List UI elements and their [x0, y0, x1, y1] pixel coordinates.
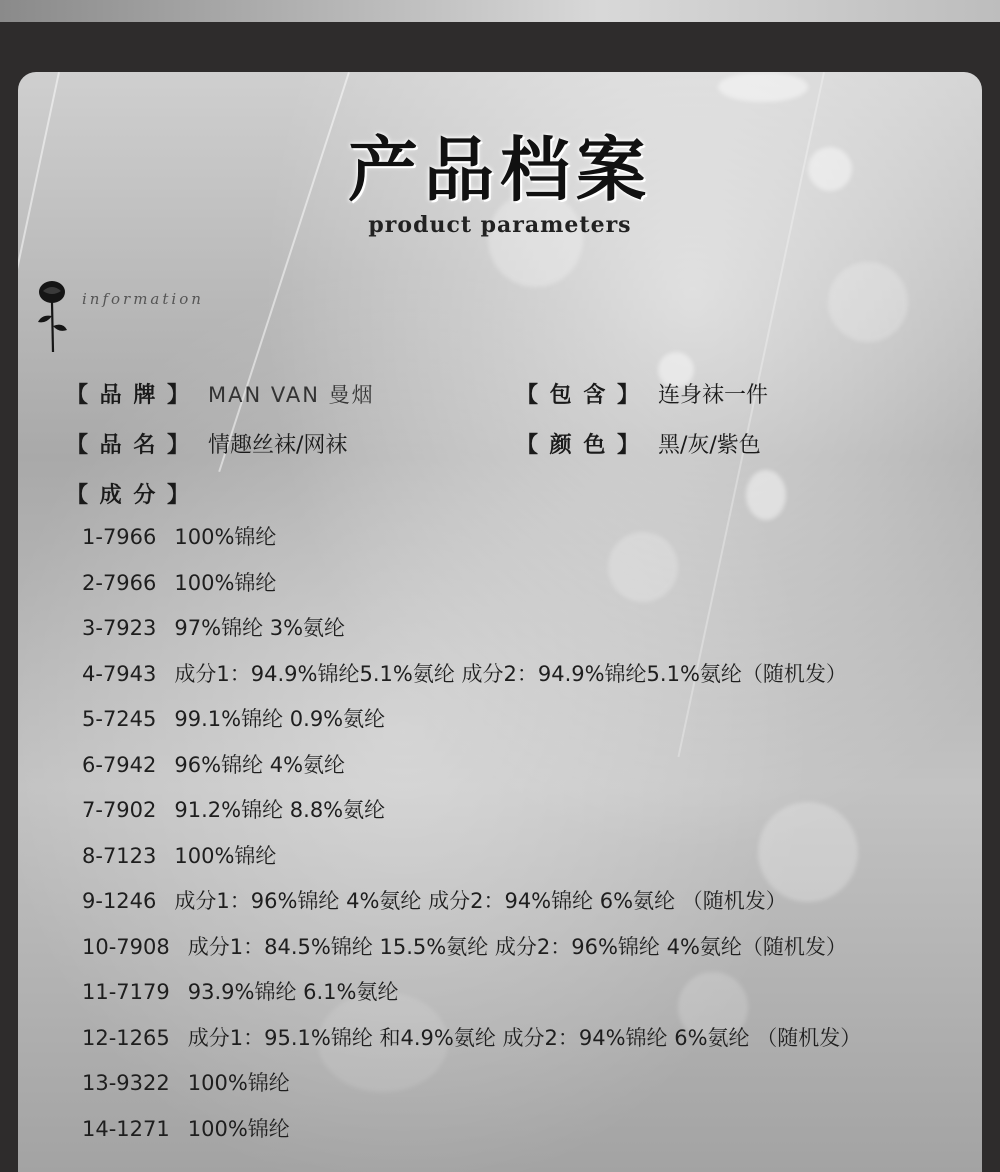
- color-param: [516, 428, 761, 459]
- item-composition: 100%锦纶: [187, 1116, 290, 1141]
- include-param: [516, 378, 768, 409]
- name-value: 情趣丝袜/网袜: [207, 433, 348, 458]
- list-item: [82, 750, 962, 796]
- ingredients-param: [66, 478, 191, 509]
- bokeh-light: [718, 72, 808, 102]
- list-item: [82, 1068, 962, 1114]
- page-subtitle: product parameters: [368, 212, 632, 238]
- top-strip: [0, 0, 1000, 22]
- bokeh-light: [746, 470, 786, 520]
- item-code: 5-7245: [82, 707, 157, 731]
- list-item: [82, 841, 962, 887]
- item-composition: 91.2%锦纶 8.8%氨纶: [174, 798, 386, 822]
- item-code: 3-7923: [82, 616, 157, 640]
- bokeh-light: [828, 262, 908, 342]
- list-item: [82, 522, 962, 568]
- item-composition: 成分1：96%锦纶 4%氨纶 成分2：94%锦纶 6%氨纶 （随机发）: [174, 889, 787, 913]
- item-code: 1-7966: [82, 525, 157, 549]
- page-title: 产品档案: [348, 128, 652, 211]
- brand-param: [66, 378, 375, 409]
- list-item: [82, 1023, 962, 1069]
- item-composition: 100%锦纶: [174, 570, 277, 595]
- list-item: [82, 886, 962, 932]
- ingredients-key: 【 成 分 】: [66, 483, 191, 508]
- item-composition: 成分1：84.5%锦纶 15.5%氨纶 成分2：96%锦纶 4%氨纶（随机发）: [187, 934, 847, 959]
- item-code: 11-7179: [82, 980, 170, 1004]
- name-key: 【 品 名 】: [66, 433, 191, 458]
- item-composition: 成分1：94.9%锦纶5.1%氨纶 成分2：94.9%锦纶5.1%氨纶（随机发）: [174, 661, 847, 686]
- ingredients-list: [82, 522, 962, 1159]
- item-code: 4-7943: [82, 661, 157, 686]
- list-item: [82, 568, 962, 614]
- info-label: information: [82, 290, 204, 308]
- list-item: [82, 613, 962, 659]
- item-code: 8-7123: [82, 843, 157, 868]
- brand-key: 【 品 牌 】: [66, 383, 191, 408]
- item-code: 13-9322: [82, 1071, 170, 1095]
- brand-logo: MAN VAN 曼烟: [207, 383, 375, 407]
- color-value: 黑/灰/紫色: [657, 433, 761, 458]
- rose-icon: [34, 278, 70, 354]
- list-item: [82, 795, 962, 841]
- list-item: [82, 1114, 962, 1160]
- product-panel: [18, 72, 982, 1172]
- item-code: 6-7942: [82, 752, 157, 777]
- list-item: [82, 977, 962, 1023]
- item-code: 10-7908: [82, 934, 170, 959]
- item-composition: 93.9%锦纶 6.1%氨纶: [187, 980, 399, 1004]
- item-composition: 100%锦纶: [187, 1071, 290, 1095]
- item-composition: 99.1%锦纶 0.9%氨纶: [174, 707, 386, 731]
- item-composition: 96%锦纶 4%氨纶: [174, 752, 346, 777]
- include-key: 【 包 含 】: [516, 383, 641, 408]
- item-code: 2-7966: [82, 570, 157, 595]
- list-item: [82, 704, 962, 750]
- list-item: [82, 932, 962, 978]
- item-code: 9-1246: [82, 889, 157, 913]
- item-code: 12-1265: [82, 1025, 170, 1050]
- include-value: 连身袜一件: [657, 383, 768, 408]
- list-item: [82, 659, 962, 705]
- item-code: 7-7902: [82, 798, 157, 822]
- name-param: [66, 428, 347, 459]
- item-composition: 100%锦纶: [174, 843, 277, 868]
- item-composition: 100%锦纶: [174, 525, 277, 549]
- item-composition: 成分1：95.1%锦纶 和4.9%氨纶 成分2：94%锦纶 6%氨纶 （随机发）: [187, 1025, 862, 1050]
- item-code: 14-1271: [82, 1116, 170, 1141]
- item-composition: 97%锦纶 3%氨纶: [174, 616, 346, 640]
- color-key: 【 颜 色 】: [516, 433, 641, 458]
